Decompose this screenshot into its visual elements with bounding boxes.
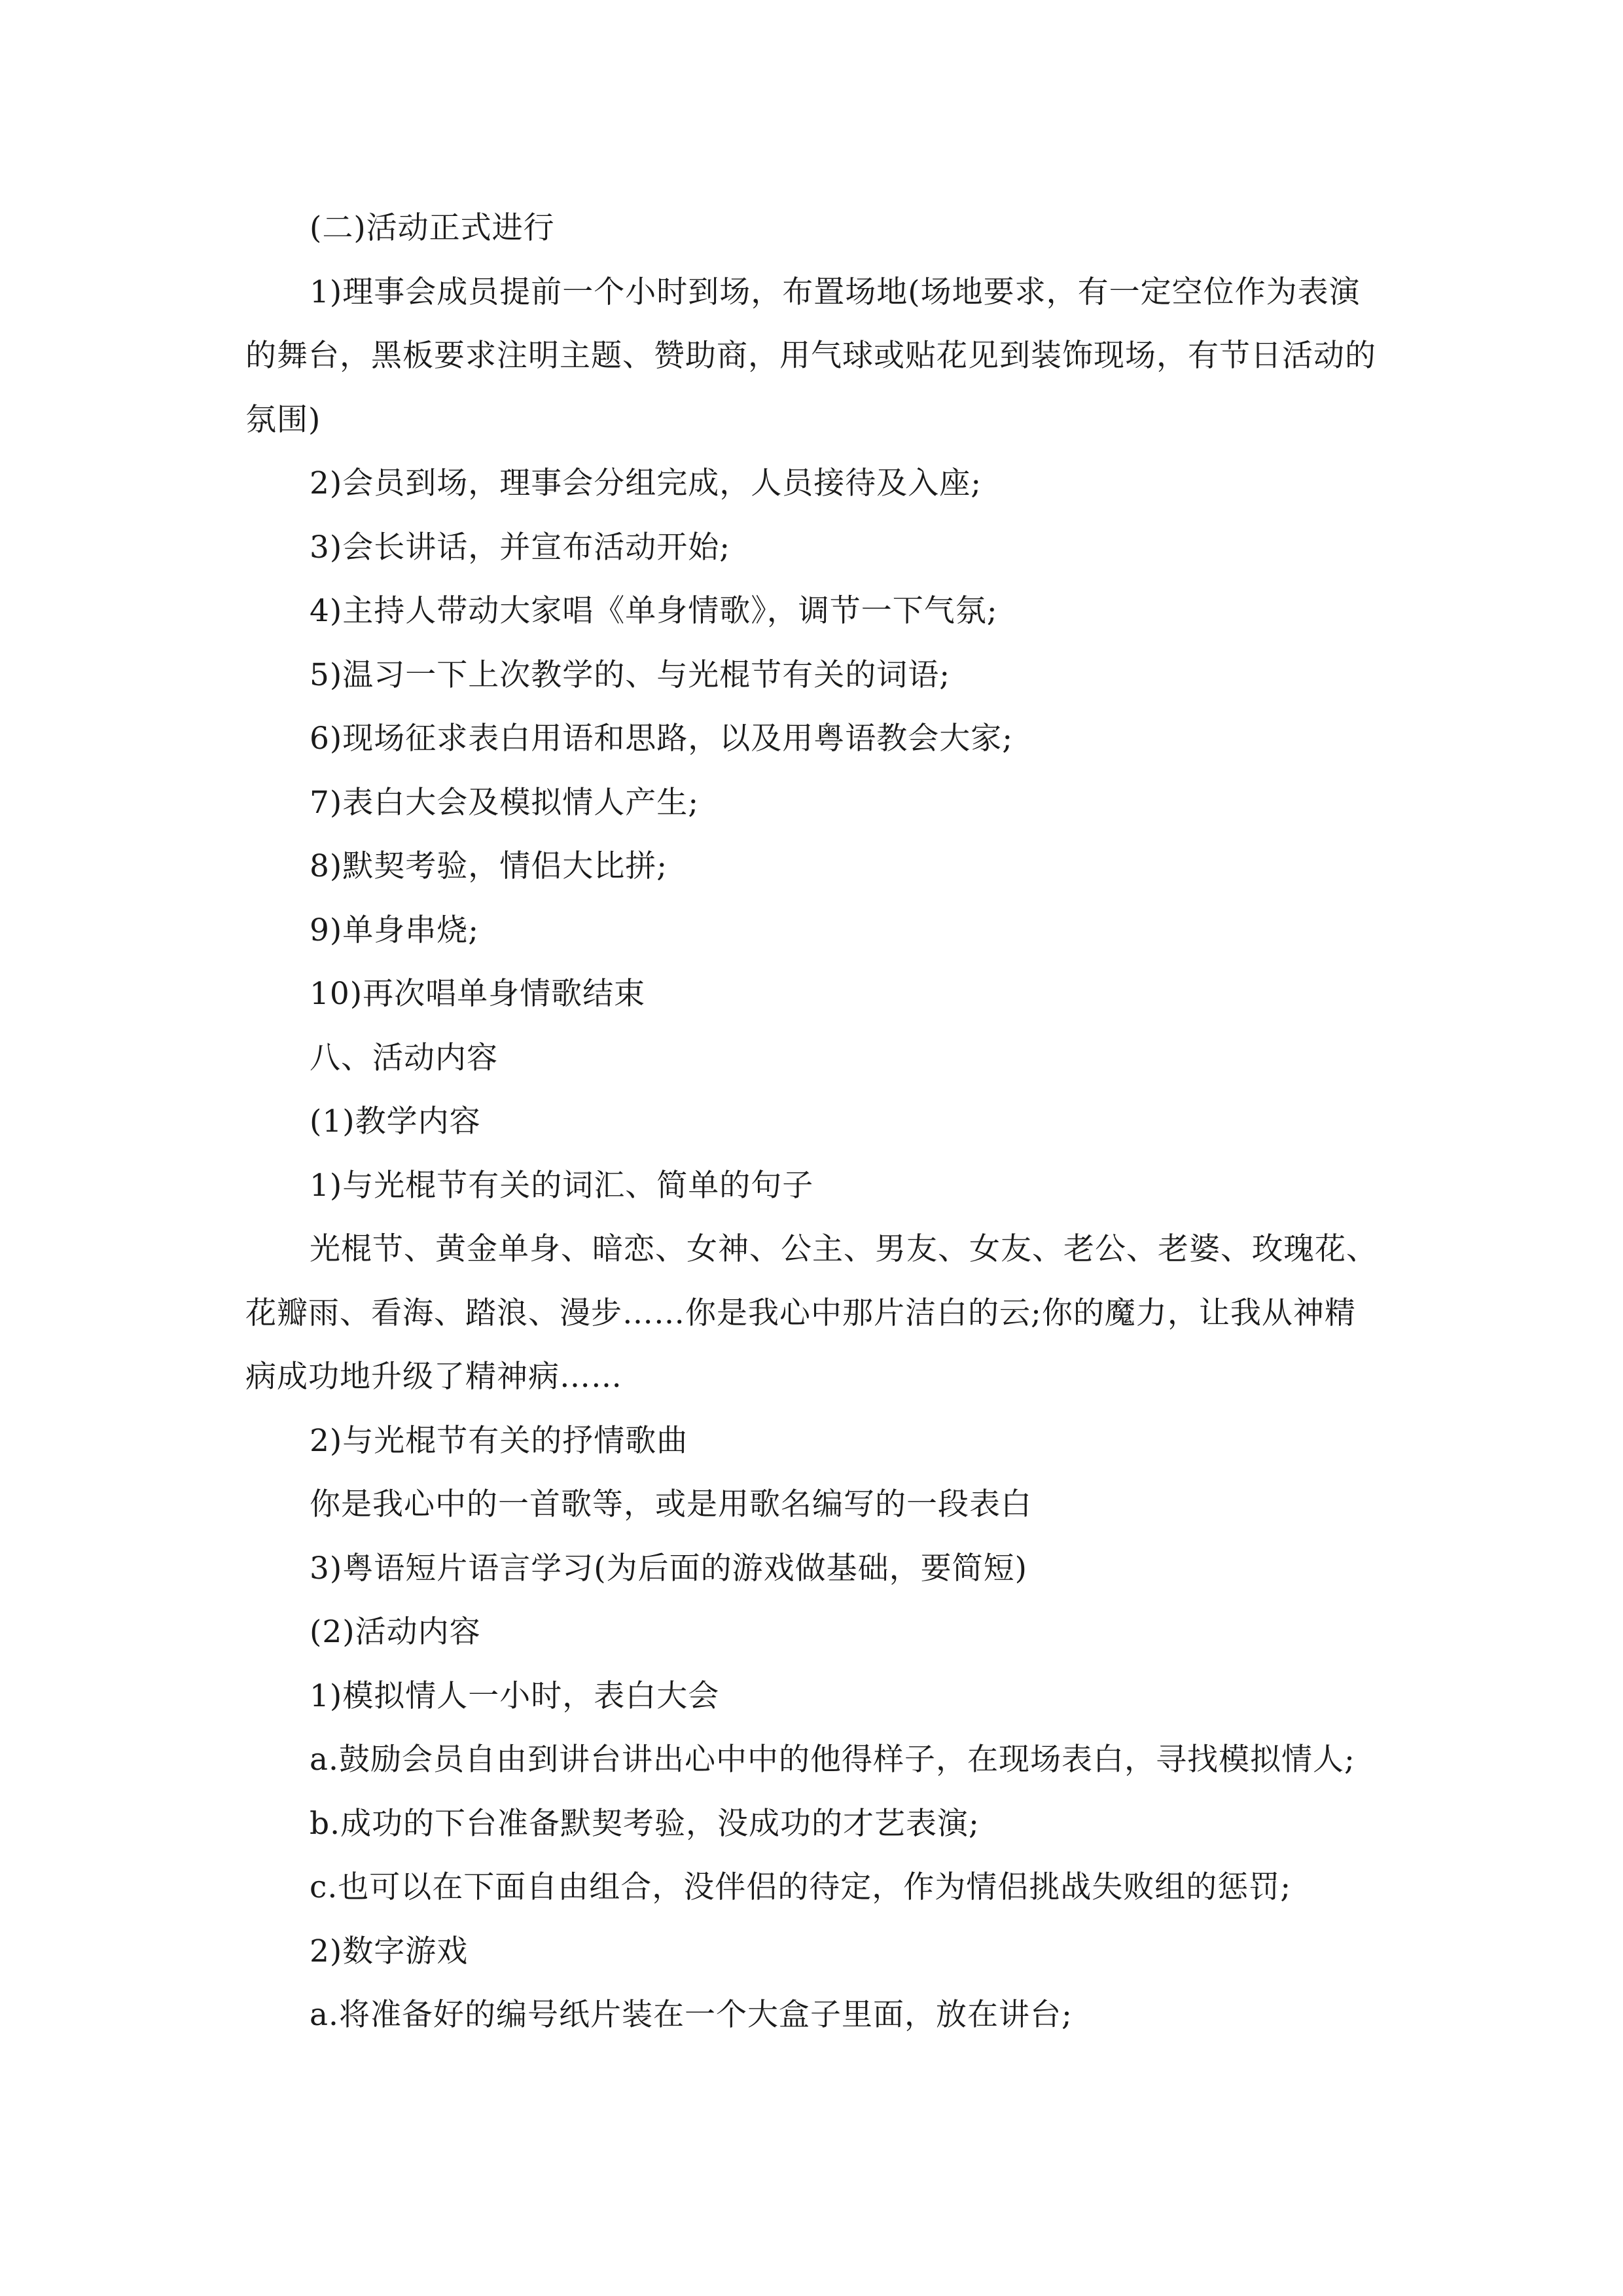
subsection-heading: (1)教学内容: [310, 1103, 481, 1139]
list-item: c.也可以在下面自由组合，没伴侣的待定，作为情侣挑战失败组的惩罚;: [310, 1869, 1292, 1905]
list-item: 2)与光棍节有关的抒情歌曲: [310, 1422, 688, 1459]
section-heading: (二)活动正式进行: [310, 210, 555, 246]
list-item: a.鼓励会员自由到讲台讲出心中中的他得样子，在现场表白，寻找模拟情人;: [310, 1742, 1355, 1778]
list-item: 3)粤语短片语言学习(为后面的游戏做基础，要简短): [310, 1550, 1027, 1587]
list-item: 10)再次唱单身情歌结束: [310, 976, 646, 1012]
paragraph: 光棍节、黄金单身、暗恋、女神、公主、男友、女友、老公、老婆、玫瑰花、花瓣雨、看海、踏浪、漫步……你是我心中那片洁白的云;你的魔力，让我从神精病成功地升级了精神病……: [245, 1231, 1378, 1395]
list-item: 6)现场征求表白用语和思路，以及用粤语教会大家;: [310, 721, 1014, 757]
list-item: 3)会长讲话，并宣布活动开始;: [310, 529, 731, 565]
list-item: 2)会员到场，理事会分组完成，人员接待及入座;: [310, 465, 982, 501]
list-item: 1)模拟情人一小时，表白大会: [310, 1677, 720, 1714]
list-item: a.将准备好的编号纸片装在一个大盒子里面，放在讲台;: [310, 1997, 1073, 2033]
list-item: 9)单身串烧;: [310, 912, 480, 948]
subsection-heading: (2)活动内容: [310, 1614, 481, 1650]
paragraph: 1)理事会成员提前一个小时到场，布置场地(场地要求，有一定空位作为表演的舞台，黑板要求注明主题、赞助商，用气球或贴花见到装饰现场，有节日活动的氛围): [245, 274, 1376, 438]
list-item: 2)数字游戏: [310, 1933, 469, 1969]
list-item: 4)主持人带动大家唱《单身情歌》，调节一下气氛;: [310, 593, 998, 629]
list-item: 8)默契考验，情侣大比拼;: [310, 848, 668, 884]
list-item: 1)与光棍节有关的词汇、简单的句子: [310, 1167, 814, 1204]
section-heading: 八、活动内容: [310, 1039, 498, 1076]
list-item: b.成功的下台准备默契考验，没成功的才艺表演;: [310, 1805, 980, 1842]
paragraph: 你是我心中的一首歌等，或是用歌名编写的一段表白: [310, 1486, 1032, 1522]
list-item: 5)温习一下上次教学的、与光棍节有关的词语;: [310, 656, 951, 693]
list-item: 7)表白大会及模拟情人产生;: [310, 784, 700, 821]
document-body: [245, 196, 1381, 2047]
